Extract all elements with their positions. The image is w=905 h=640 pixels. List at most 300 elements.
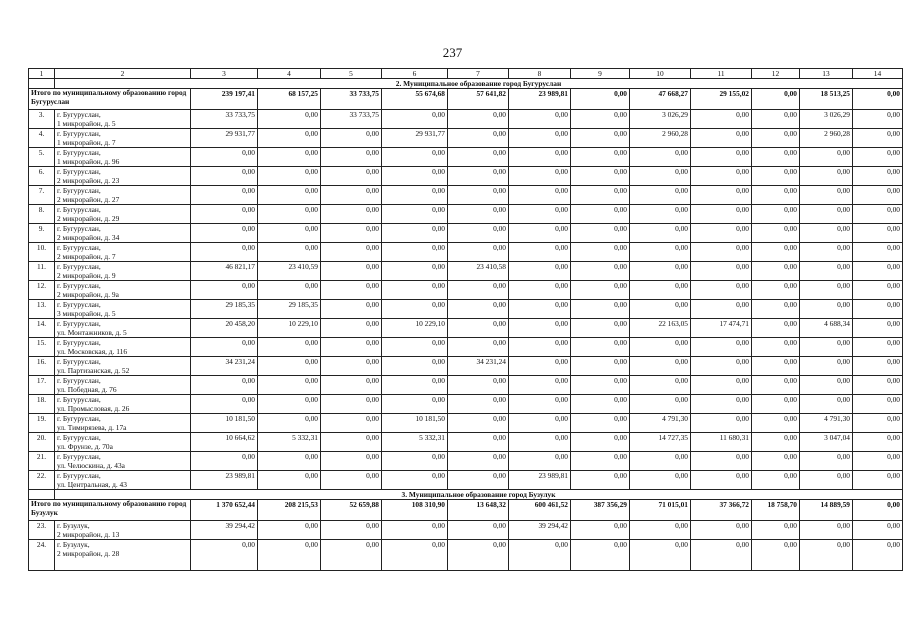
value-cell: 0,00 (448, 376, 509, 395)
value-cell: 29 185,35 (191, 300, 258, 319)
address-street: ул. Центральная, д. 43 (57, 480, 127, 489)
total-value: 0,00 (571, 89, 630, 110)
value-cell: 0,00 (630, 521, 691, 540)
value-cell: 0,00 (853, 521, 903, 540)
table-row (29, 110, 903, 129)
value-cell: 0,00 (630, 167, 691, 186)
value-cell: 4 791,30 (800, 414, 853, 433)
value-cell: 0,00 (691, 243, 752, 262)
value-cell: 0,00 (321, 205, 382, 224)
value-cell: 0,00 (258, 205, 321, 224)
value-cell: 0,00 (630, 186, 691, 205)
address-city: г. Бугуруслан, (57, 471, 101, 480)
total-value: 0,00 (853, 500, 903, 521)
address-cell (55, 243, 191, 262)
value-cell: 0,00 (448, 395, 509, 414)
total-value: 239 197,41 (191, 89, 258, 110)
column-number-cell: 11 (691, 69, 752, 79)
value-cell: 0,00 (571, 471, 630, 490)
value-cell: 0,00 (571, 243, 630, 262)
value-cell: 0,00 (630, 262, 691, 281)
value-cell: 0,00 (853, 110, 903, 129)
address-city: г. Бугуруслан, (57, 281, 101, 290)
value-cell: 0,00 (191, 205, 258, 224)
address-cell (55, 224, 191, 243)
value-cell: 0,00 (630, 338, 691, 357)
value-cell: 0,00 (382, 281, 448, 300)
value-cell: 0,00 (448, 243, 509, 262)
address-cell (55, 148, 191, 167)
value-cell: 0,00 (382, 357, 448, 376)
value-cell: 0,00 (258, 540, 321, 571)
total-value: 57 641,82 (448, 89, 509, 110)
address-city: г. Бугуруслан, (57, 338, 101, 347)
row-number: 17. (29, 376, 55, 395)
total-value: 18 513,25 (800, 89, 853, 110)
value-cell: 0,00 (382, 300, 448, 319)
value-cell: 0,00 (258, 167, 321, 186)
value-cell: 0,00 (448, 414, 509, 433)
value-cell: 0,00 (509, 414, 571, 433)
value-cell: 0,00 (509, 319, 571, 338)
value-cell: 0,00 (571, 129, 630, 148)
address-cell (55, 357, 191, 376)
value-cell: 0,00 (691, 186, 752, 205)
value-cell: 0,00 (630, 243, 691, 262)
value-cell: 0,00 (571, 205, 630, 224)
column-number-cell: 6 (382, 69, 448, 79)
total-value: 600 461,52 (509, 500, 571, 521)
value-cell: 0,00 (752, 471, 800, 490)
address-street: ул. Монтажников, д. 5 (57, 328, 127, 337)
address-city: г. Бугуруслан, (57, 243, 101, 252)
row-number: 9. (29, 224, 55, 243)
value-cell: 0,00 (191, 540, 258, 571)
row-number: 14. (29, 319, 55, 338)
address-street: 2 микрорайон, д. 34 (57, 233, 120, 242)
value-cell: 0,00 (321, 471, 382, 490)
value-cell: 0,00 (853, 281, 903, 300)
value-cell: 0,00 (448, 300, 509, 319)
value-cell: 0,00 (191, 452, 258, 471)
value-cell: 0,00 (630, 540, 691, 571)
value-cell: 0,00 (800, 452, 853, 471)
value-cell: 0,00 (509, 243, 571, 262)
address-cell (55, 129, 191, 148)
value-cell: 0,00 (509, 129, 571, 148)
value-cell: 0,00 (321, 167, 382, 186)
value-cell: 0,00 (630, 395, 691, 414)
total-value: 52 659,88 (321, 500, 382, 521)
section-title: 3. Муниципальное образование город Бузулук (55, 490, 903, 500)
address-cell (55, 452, 191, 471)
value-cell: 0,00 (191, 243, 258, 262)
column-number-row (29, 69, 903, 79)
value-cell: 0,00 (321, 357, 382, 376)
address-cell (55, 205, 191, 224)
value-cell: 0,00 (752, 452, 800, 471)
value-cell: 0,00 (321, 540, 382, 571)
value-cell: 0,00 (800, 186, 853, 205)
value-cell: 0,00 (853, 224, 903, 243)
value-cell: 0,00 (853, 471, 903, 490)
row-number: 20. (29, 433, 55, 452)
column-number-cell: 1 (29, 69, 55, 79)
address-city: г. Бузулук, (57, 521, 90, 530)
value-cell: 0,00 (509, 540, 571, 571)
table-row (29, 300, 903, 319)
page-number: 237 (442, 45, 463, 60)
value-cell: 0,00 (448, 319, 509, 338)
total-label: Итого по муниципальному образованию город Бугуруслан (29, 89, 191, 110)
value-cell: 0,00 (752, 414, 800, 433)
value-cell: 0,00 (571, 148, 630, 167)
value-cell: 0,00 (258, 338, 321, 357)
value-cell: 0,00 (509, 338, 571, 357)
total-value: 0,00 (752, 89, 800, 110)
value-cell: 0,00 (258, 129, 321, 148)
address-cell (55, 186, 191, 205)
address-street: 2 микрорайон, д. 13 (57, 530, 120, 539)
address-street: 2 микрорайон, д. 7 (57, 252, 116, 261)
value-cell: 0,00 (800, 540, 853, 571)
value-cell: 0,00 (752, 281, 800, 300)
value-cell: 0,00 (691, 300, 752, 319)
address-street: 2 микрорайон, д. 9а (57, 290, 119, 299)
value-cell: 0,00 (258, 452, 321, 471)
value-cell: 0,00 (382, 262, 448, 281)
address-street: ул. Промысловая, д. 26 (57, 404, 130, 413)
value-cell: 23 989,81 (509, 471, 571, 490)
value-cell: 46 821,17 (191, 262, 258, 281)
address-city: г. Бугуруслан, (57, 395, 101, 404)
value-cell: 0,00 (321, 376, 382, 395)
address-cell (55, 281, 191, 300)
value-cell: 0,00 (448, 205, 509, 224)
row-number: 3. (29, 110, 55, 129)
value-cell: 0,00 (571, 281, 630, 300)
address-cell (55, 395, 191, 414)
table-row (29, 281, 903, 300)
total-value: 23 989,81 (509, 89, 571, 110)
value-cell: 0,00 (571, 338, 630, 357)
total-value: 13 648,32 (448, 500, 509, 521)
value-cell: 0,00 (691, 452, 752, 471)
address-city: г. Бузулук, (57, 540, 90, 549)
address-street: 2 микрорайон, д. 27 (57, 195, 120, 204)
value-cell: 10 181,50 (382, 414, 448, 433)
value-cell: 0,00 (691, 395, 752, 414)
total-value: 14 889,59 (800, 500, 853, 521)
report-body (29, 69, 903, 571)
value-cell: 0,00 (191, 281, 258, 300)
value-cell: 0,00 (853, 452, 903, 471)
value-cell: 0,00 (191, 224, 258, 243)
address-street: ул. Партизанская, д. 52 (57, 366, 130, 375)
total-value: 47 668,27 (630, 89, 691, 110)
value-cell: 0,00 (448, 110, 509, 129)
value-cell: 22 163,05 (630, 319, 691, 338)
table-row (29, 205, 903, 224)
value-cell: 0,00 (258, 357, 321, 376)
total-value: 29 155,02 (691, 89, 752, 110)
value-cell: 0,00 (691, 540, 752, 571)
column-number-cell: 4 (258, 69, 321, 79)
value-cell: 3 047,04 (800, 433, 853, 452)
table-row (29, 224, 903, 243)
value-cell: 0,00 (509, 186, 571, 205)
value-cell: 0,00 (321, 300, 382, 319)
value-cell: 29 931,77 (191, 129, 258, 148)
value-cell: 0,00 (752, 186, 800, 205)
value-cell: 0,00 (321, 452, 382, 471)
value-cell: 0,00 (509, 300, 571, 319)
row-number: 10. (29, 243, 55, 262)
value-cell: 0,00 (321, 224, 382, 243)
value-cell: 5 332,31 (258, 433, 321, 452)
address-street: 2 микрорайон, д. 23 (57, 176, 120, 185)
row-number: 7. (29, 186, 55, 205)
value-cell: 0,00 (752, 357, 800, 376)
value-cell: 0,00 (853, 167, 903, 186)
total-row (29, 89, 903, 110)
value-cell: 0,00 (509, 224, 571, 243)
address-street: 2 микрорайон, д. 29 (57, 214, 120, 223)
value-cell: 3 026,29 (800, 110, 853, 129)
row-number: 11. (29, 262, 55, 281)
value-cell: 0,00 (571, 433, 630, 452)
value-cell: 0,00 (382, 243, 448, 262)
table-row (29, 319, 903, 338)
value-cell: 17 474,71 (691, 319, 752, 338)
address-cell (55, 471, 191, 490)
column-number-cell: 5 (321, 69, 382, 79)
value-cell: 0,00 (853, 414, 903, 433)
value-cell: 0,00 (258, 521, 321, 540)
value-cell: 0,00 (448, 338, 509, 357)
value-cell: 0,00 (258, 395, 321, 414)
total-value: 1 370 652,44 (191, 500, 258, 521)
value-cell: 0,00 (853, 186, 903, 205)
column-number-cell: 13 (800, 69, 853, 79)
address-city: г. Бугуруслан, (57, 205, 101, 214)
value-cell: 0,00 (800, 376, 853, 395)
value-cell: 0,00 (321, 433, 382, 452)
value-cell: 0,00 (382, 540, 448, 571)
value-cell: 3 026,29 (630, 110, 691, 129)
value-cell: 0,00 (448, 540, 509, 571)
table-row (29, 186, 903, 205)
value-cell: 0,00 (752, 319, 800, 338)
value-cell: 0,00 (752, 433, 800, 452)
row-number: 13. (29, 300, 55, 319)
address-city: г. Бугуруслан, (57, 148, 101, 157)
value-cell: 34 231,24 (191, 357, 258, 376)
value-cell: 0,00 (800, 338, 853, 357)
total-value: 0,00 (853, 89, 903, 110)
value-cell: 0,00 (752, 110, 800, 129)
address-city: г. Бугуруслан, (57, 319, 101, 328)
value-cell: 0,00 (691, 262, 752, 281)
column-number-cell: 12 (752, 69, 800, 79)
value-cell: 0,00 (321, 148, 382, 167)
value-cell: 0,00 (853, 262, 903, 281)
value-cell: 0,00 (800, 281, 853, 300)
value-cell: 0,00 (382, 338, 448, 357)
table-row (29, 167, 903, 186)
column-number-cell: 3 (191, 69, 258, 79)
value-cell: 0,00 (448, 148, 509, 167)
value-cell: 0,00 (571, 300, 630, 319)
value-cell: 0,00 (321, 243, 382, 262)
value-cell: 0,00 (800, 395, 853, 414)
value-cell: 0,00 (258, 148, 321, 167)
value-cell: 0,00 (853, 338, 903, 357)
value-cell: 0,00 (800, 243, 853, 262)
value-cell: 0,00 (258, 110, 321, 129)
value-cell: 0,00 (691, 148, 752, 167)
value-cell: 0,00 (448, 471, 509, 490)
value-cell: 11 680,31 (691, 433, 752, 452)
value-cell: 0,00 (382, 186, 448, 205)
value-cell: 0,00 (509, 376, 571, 395)
value-cell: 0,00 (630, 300, 691, 319)
value-cell: 0,00 (571, 186, 630, 205)
value-cell: 0,00 (571, 110, 630, 129)
value-cell: 0,00 (691, 338, 752, 357)
address-cell (55, 338, 191, 357)
value-cell: 0,00 (752, 300, 800, 319)
value-cell: 0,00 (630, 148, 691, 167)
value-cell: 0,00 (853, 205, 903, 224)
table-row (29, 521, 903, 540)
total-row (29, 500, 903, 521)
value-cell: 0,00 (321, 521, 382, 540)
value-cell: 0,00 (321, 262, 382, 281)
table-row (29, 243, 903, 262)
value-cell: 29 931,77 (382, 129, 448, 148)
address-street: ул. Московская, д. 116 (57, 347, 128, 356)
value-cell: 0,00 (691, 521, 752, 540)
address-street: 2 микрорайон, д. 9 (57, 271, 116, 280)
address-street: 1 микрорайон, д. 7 (57, 138, 116, 147)
value-cell: 0,00 (752, 338, 800, 357)
value-cell: 0,00 (509, 148, 571, 167)
row-number: 23. (29, 521, 55, 540)
value-cell: 0,00 (853, 300, 903, 319)
value-cell: 33 733,75 (191, 110, 258, 129)
value-cell: 0,00 (191, 167, 258, 186)
address-street: 3 микрорайон, д. 5 (57, 309, 116, 318)
value-cell: 0,00 (382, 376, 448, 395)
value-cell: 0,00 (800, 300, 853, 319)
table-row (29, 471, 903, 490)
value-cell: 0,00 (191, 376, 258, 395)
address-city: г. Бугуруслан, (57, 414, 101, 423)
value-cell: 0,00 (630, 357, 691, 376)
value-cell: 0,00 (571, 376, 630, 395)
address-cell (55, 167, 191, 186)
report-table (28, 68, 903, 571)
address-city: г. Бугуруслан, (57, 262, 101, 271)
value-cell: 0,00 (853, 319, 903, 338)
value-cell: 0,00 (258, 224, 321, 243)
section-title: 2. Муниципальное образование город Бугуруслан (55, 79, 903, 89)
value-cell: 0,00 (691, 129, 752, 148)
value-cell: 0,00 (191, 338, 258, 357)
value-cell: 0,00 (691, 471, 752, 490)
value-cell: 0,00 (258, 471, 321, 490)
value-cell: 0,00 (752, 167, 800, 186)
address-city: г. Бугуруслан, (57, 224, 101, 233)
value-cell: 0,00 (630, 205, 691, 224)
value-cell: 0,00 (509, 205, 571, 224)
value-cell: 0,00 (509, 262, 571, 281)
address-cell (55, 540, 191, 571)
value-cell: 0,00 (258, 376, 321, 395)
address-city: г. Бугуруслан, (57, 433, 101, 442)
value-cell: 0,00 (630, 452, 691, 471)
value-cell: 0,00 (691, 281, 752, 300)
address-cell (55, 319, 191, 338)
value-cell: 0,00 (691, 205, 752, 224)
column-number-cell: 7 (448, 69, 509, 79)
value-cell: 39 294,42 (509, 521, 571, 540)
value-cell: 0,00 (752, 205, 800, 224)
value-cell: 0,00 (630, 376, 691, 395)
value-cell: 10 229,10 (258, 319, 321, 338)
value-cell: 0,00 (571, 357, 630, 376)
value-cell: 0,00 (630, 471, 691, 490)
address-street: 1 микрорайон, д. 5 (57, 119, 116, 128)
total-value: 18 758,70 (752, 500, 800, 521)
table-row (29, 376, 903, 395)
value-cell: 0,00 (571, 414, 630, 433)
value-cell: 0,00 (800, 357, 853, 376)
table-row (29, 338, 903, 357)
table-row (29, 433, 903, 452)
address-cell (55, 414, 191, 433)
address-city: г. Бугуруслан, (57, 357, 101, 366)
value-cell: 0,00 (752, 262, 800, 281)
value-cell: 23 989,81 (191, 471, 258, 490)
value-cell: 0,00 (321, 414, 382, 433)
value-cell: 0,00 (509, 452, 571, 471)
row-number: 19. (29, 414, 55, 433)
value-cell: 4 791,30 (630, 414, 691, 433)
value-cell: 0,00 (321, 281, 382, 300)
value-cell: 0,00 (853, 433, 903, 452)
address-cell (55, 521, 191, 540)
value-cell: 0,00 (853, 148, 903, 167)
value-cell: 23 410,59 (258, 262, 321, 281)
table-row (29, 129, 903, 148)
address-street: ул. Фрунзе, д. 70а (57, 442, 113, 451)
value-cell: 0,00 (571, 540, 630, 571)
value-cell: 0,00 (853, 357, 903, 376)
value-cell: 0,00 (321, 395, 382, 414)
address-city: г. Бугуруслан, (57, 110, 101, 119)
section-title-row (29, 79, 903, 89)
value-cell: 39 294,42 (191, 521, 258, 540)
total-value: 33 733,75 (321, 89, 382, 110)
address-city: г. Бугуруслан, (57, 129, 101, 138)
section-title-row (29, 490, 903, 500)
value-cell: 0,00 (258, 243, 321, 262)
value-cell: 0,00 (321, 338, 382, 357)
address-cell (55, 300, 191, 319)
address-city: г. Бугуруслан, (57, 376, 101, 385)
